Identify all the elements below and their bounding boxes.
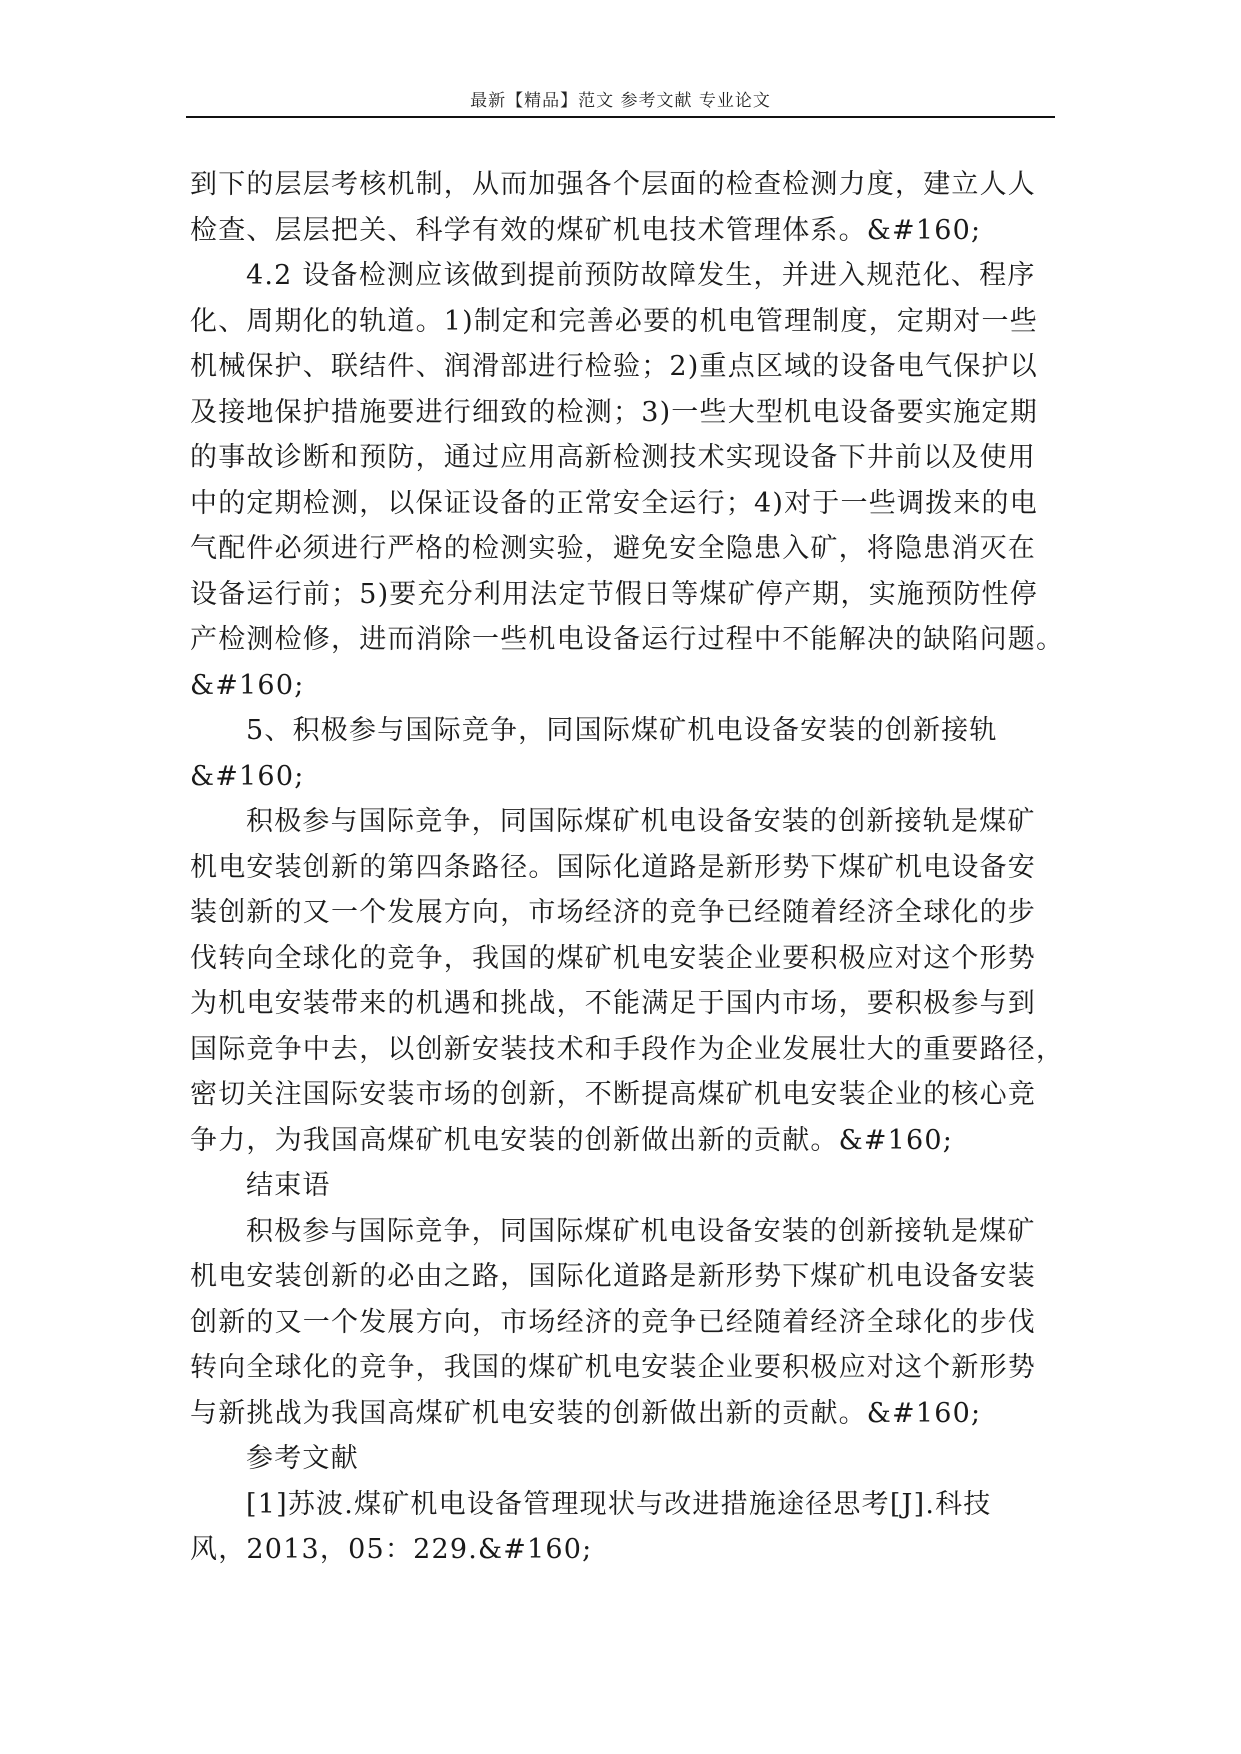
page-header: 最新【精品】范文 参考文献 专业论文 xyxy=(470,91,771,111)
text-line: 机电安装创新的第四条路径。国际化道路是新形势下煤矿机电设备安 xyxy=(190,851,1036,883)
document-body xyxy=(190,162,1065,1573)
text-line: &#160; xyxy=(190,669,305,701)
text-line: 积极参与国际竞争，同国际煤矿机电设备安装的创新接轨是煤矿 xyxy=(246,1215,1036,1247)
text-line: 密切关注国际安装市场的创新，不断提高煤矿机电安装企业的核心竞 xyxy=(190,1079,1036,1110)
text-line: 到下的层层考核机制，从而加强各个层面的检查检测力度，建立人人 xyxy=(190,169,1036,200)
text-line: 检查、层层把关、科学有效的煤矿机电技术管理体系。&#160; xyxy=(190,214,982,246)
text-line: [1]苏波.煤矿机电设备管理现状与改进措施途径思考[J].科技 xyxy=(246,1488,992,1520)
text-line: 及接地保护措施要进行细致的检测；3)一些大型机电设备要实施定期 xyxy=(190,396,1038,428)
text-line: 为机电安装带来的机遇和挑战，不能满足于国内市场，要积极参与到 xyxy=(190,988,1036,1019)
text-line: 的事故诊断和预防，通过应用高新检测技术实现设备下井前以及使用 xyxy=(190,442,1036,473)
paragraph-equipment-inspection xyxy=(190,253,1065,708)
text-line: 设备运行前；5)要充分利用法定节假日等煤矿停产期，实施预防性停 xyxy=(190,578,1038,610)
text-line: 机械保护、联结件、润滑部进行检验；2)重点区域的设备电气保护以 xyxy=(190,351,1038,382)
header-divider xyxy=(186,116,1055,118)
text-line: 机电安装创新的必由之路，国际化道路是新形势下煤矿机电设备安装 xyxy=(190,1261,1036,1292)
text-line: 积极参与国际竞争，同国际煤矿机电设备安装的创新接轨是煤矿 xyxy=(246,806,1036,837)
paragraph-international-competition xyxy=(190,799,1065,1163)
text-line: 转向全球化的竞争，我国的煤矿机电安装企业要积极应对这个新形势 xyxy=(190,1352,1036,1383)
text-line: 装创新的又一个发展方向，市场经济的竞争已经随着经济全球化的步 xyxy=(190,897,1036,928)
text-line: 伐转向全球化的竞争，我国的煤矿机电安装企业要积极应对这个形势 xyxy=(190,942,1036,974)
text-line: 国际竞争中去，以创新安装技术和手段作为企业发展壮大的重要路径， xyxy=(190,1033,1065,1065)
section-heading-5 xyxy=(190,708,1058,799)
text-line: 参考文献 xyxy=(246,1443,359,1474)
section-heading-references xyxy=(190,1436,1058,1482)
text-line: 4.2 设备检测应该做到提前预防故障发生，并进入规范化、程序 xyxy=(246,260,1036,291)
section-heading-conclusion xyxy=(190,1163,1058,1209)
paragraph-conclusion xyxy=(190,1209,1058,1437)
reference-item xyxy=(190,1482,1058,1573)
text-line: &#160; xyxy=(190,760,305,792)
text-line: 中的定期检测，以保证设备的正常安全运行；4)对于一些调拨来的电 xyxy=(190,487,1038,519)
text-line: 5、积极参与国际竞争，同国际煤矿机电设备安装的创新接轨 xyxy=(246,715,998,746)
text-line: 风，2013，05：229.&#160; xyxy=(190,1534,593,1565)
text-line: 化、周期化的轨道。1)制定和完善必要的机电管理制度，定期对一些 xyxy=(190,305,1038,337)
text-line: 创新的又一个发展方向，市场经济的竞争已经随着经济全球化的步伐 xyxy=(190,1306,1036,1338)
text-line: 气配件必须进行严格的检测实验，避免安全隐患入矿，将隐患消灭在 xyxy=(190,533,1036,564)
text-line: 与新挑战为我国高煤矿机电安装的创新做出新的贡献。&#160; xyxy=(190,1397,982,1429)
text-line: 争力，为我国高煤矿机电安装的创新做出新的贡献。&#160; xyxy=(190,1124,954,1156)
text-line: 产检测检修，进而消除一些机电设备运行过程中不能解决的缺陷问题。 xyxy=(190,624,1065,655)
text-line: 结束语 xyxy=(246,1170,331,1201)
paragraph-management-system xyxy=(190,162,1058,253)
